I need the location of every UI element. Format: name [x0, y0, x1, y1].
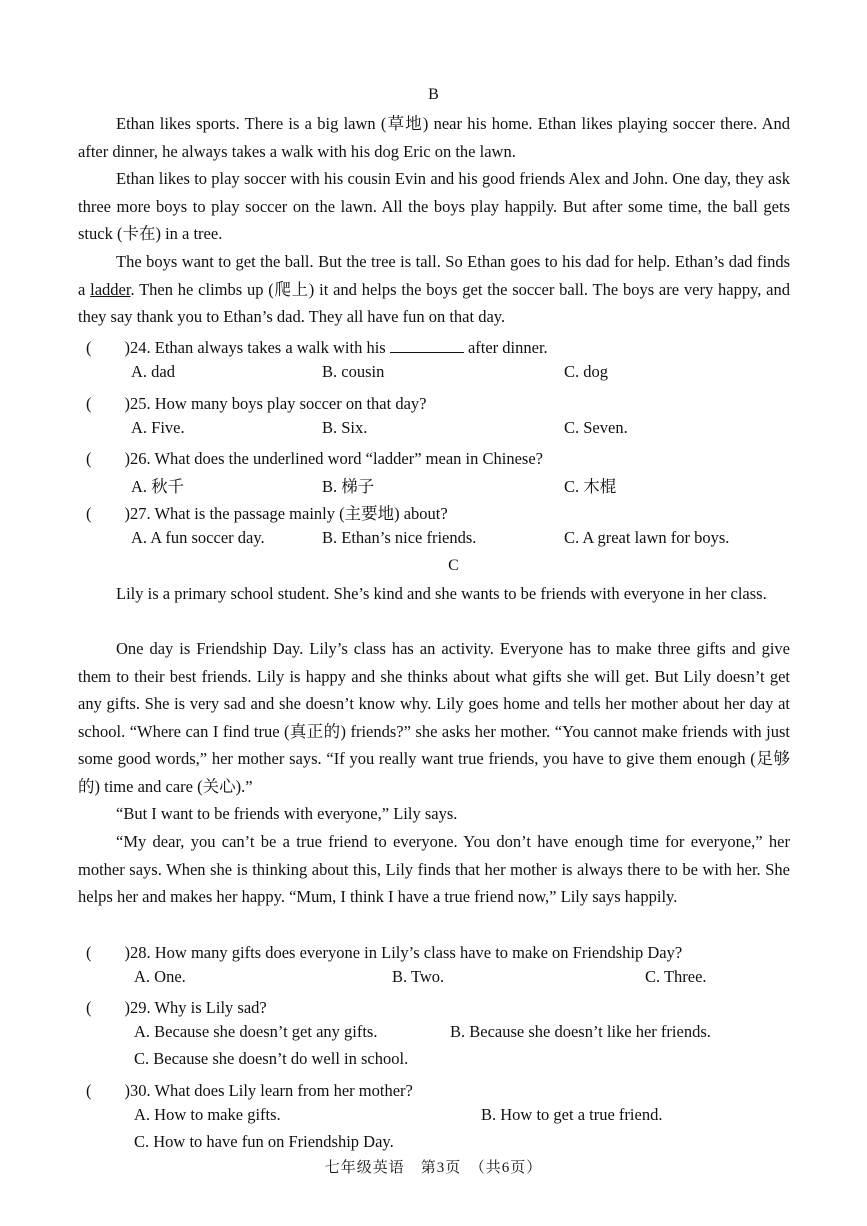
option-a: A. dad — [131, 362, 175, 381]
option-b: B. Six. — [322, 418, 368, 437]
section-c-paragraph-1: Lily is a primary school student. She’s kind and she wants to be friends with everyone in her class. — [116, 584, 767, 603]
option-b: B. Ethan’s nice friends. — [322, 528, 477, 547]
question-stem: 29. Why is Lily sad? — [130, 998, 267, 1017]
section-c-paragraph-4: “My dear, you can’t be a true friend to everyone. You don’t have enough time for everyone,” her mother says. When she is thinking about this, Lily finds that her mother is always there to be with her. She helps her and makes her happy. “Mum, I think I have a true friend now,” Lily says happily. — [78, 832, 790, 907]
option-c: C. dog — [564, 362, 609, 381]
option-c: C. A great lawn for boys. — [564, 528, 730, 547]
option-a: A. Because she doesn’t get any gifts. — [134, 1022, 378, 1041]
answer-blank[interactable]: ( ) — [86, 1081, 130, 1100]
question-stem: after dinner. — [463, 338, 548, 357]
fill-in-blank — [390, 338, 464, 353]
option-b: B. Because she doesn’t like her friends. — [450, 1022, 711, 1041]
question-28 — [86, 939, 806, 963]
option-a: A. A fun soccer day. — [131, 528, 265, 547]
question-30 — [86, 1077, 806, 1101]
question-stem: 25. How many boys play soccer on that day? — [130, 394, 427, 413]
answer-blank[interactable]: ( ) — [86, 943, 130, 962]
question-stem: 24. Ethan always takes a walk with his — [130, 338, 390, 357]
section-c-title: C — [448, 557, 459, 574]
option-a: A. One. — [134, 967, 186, 986]
question-stem: 30. What does Lily learn from her mother? — [130, 1081, 413, 1100]
option-b: B. How to get a true friend. — [481, 1105, 663, 1124]
answer-blank[interactable]: ( ) — [86, 338, 130, 357]
option-b: B. 梯子 — [322, 477, 375, 496]
question-25 — [86, 390, 806, 414]
option-b: B. Two. — [392, 967, 445, 986]
paragraph-text: The boys want to get the ball. But the tree is tall. So Ethan goes to his dad for help. Ethan’s dad finds a — [78, 252, 790, 299]
option-c: C. How to have fun on Friendship Day. — [134, 1132, 394, 1151]
option-a: A. Five. — [131, 418, 185, 437]
question-stem: 26. What does the underlined word “ladder” mean in Chinese? — [130, 449, 543, 468]
section-b-paragraph-2: Ethan likes to play soccer with his cousin Evin and his good friends Alex and John. One day, they ask three more boys to play soccer on the lawn. All the boys play happily. But after some time, the ball gets stuck (卡在) in a tree. — [78, 169, 790, 244]
question-24 — [86, 334, 806, 358]
question-stem: 27. What is the passage mainly (主要地) about? — [130, 504, 448, 523]
answer-blank[interactable]: ( ) — [86, 449, 130, 468]
answer-blank[interactable]: ( ) — [86, 998, 130, 1017]
question-26 — [86, 445, 806, 469]
paragraph-text: . Then he climbs up (爬上) it and helps the boys get the soccer ball. The boys are very happy, and they say thank you to Ethan’s dad. They all have fun on that day. — [78, 279, 790, 327]
option-b: B. cousin — [322, 362, 385, 381]
option-c: C. Because she doesn’t do well in school. — [134, 1049, 409, 1068]
question-29 — [86, 994, 806, 1018]
option-c: C. 木棍 — [564, 477, 617, 496]
underlined-word: ladder — [90, 279, 131, 299]
section-b-paragraph-3 — [78, 248, 790, 331]
option-c: C. Three. — [645, 967, 707, 986]
option-a: A. 秋千 — [131, 477, 185, 496]
section-b-title: B — [428, 86, 439, 103]
page-footer: 七年级英语 第3页 （共6页） — [324, 1160, 543, 1176]
section-c-paragraph-3: “But I want to be friends with everyone,” Lily says. — [116, 804, 458, 823]
question-27 — [86, 500, 806, 524]
option-c: C. Seven. — [564, 418, 628, 437]
question-stem: 28. How many gifts does everyone in Lily’s class have to make on Friendship Day? — [130, 943, 683, 962]
section-c-paragraph-2: One day is Friendship Day. Lily’s class has an activity. Everyone has to make three gifts and give them to their best friends. Lily is happy and she thinks about what gifts she will get. But Lily doesn’t get any gifts. She is very sad and she doesn’t know why. Lily goes home and tells her mother about her day at school. “Where can I find true (真正的) friends?” she asks her mother. “You cannot make friends with just some good words,” her mother says. “If you really want true friends, you have to give them enough (足够的) time and care (关心).” — [78, 639, 790, 796]
answer-blank[interactable]: ( ) — [86, 394, 130, 413]
answer-blank[interactable]: ( ) — [86, 504, 130, 523]
option-a: A. How to make gifts. — [134, 1105, 281, 1124]
section-b-paragraph-1: Ethan likes sports. There is a big lawn (草地) near his home. Ethan likes playing soccer there. And after dinner, he always takes a walk with his dog Eric on the lawn. — [78, 114, 790, 161]
